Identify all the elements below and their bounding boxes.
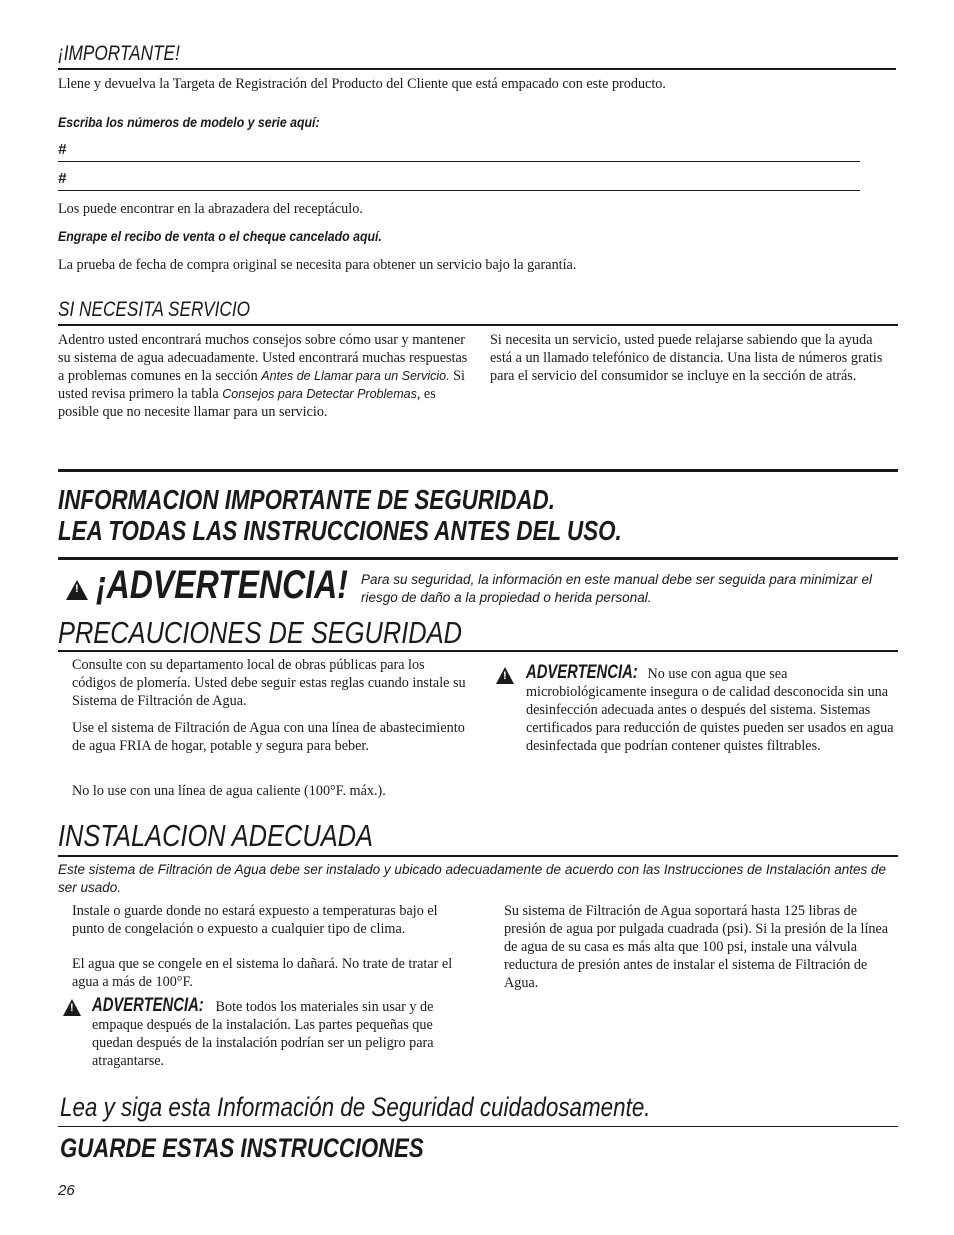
proof-text: La prueba de fecha de compra original se necesita para obtener un servicio bajo la garantía. [58,257,577,273]
warning-triangle-icon [63,998,81,1016]
instalacion-right-text: Su sistema de Filtración de Agua soportará hasta 125 libras de presión de agua por pulgada cuadrada (psi). Si la presión de la línea de agua de su casa es más alta que 100 psi, instale una válvula reductura de presión antes de instalar el sistema de Filtración de Agua. [504,903,889,991]
importante-heading: ¡IMPORTANTE! [58,42,180,65]
advertencia-note: Para su seguridad, la información en este manual debe ser seguida para minimizar el riesgo de daño a la propiedad o herida personal. [361,572,873,605]
precauciones-heading-wrap [58,615,551,651]
divider-thick [58,469,898,472]
instalacion-left-p1: Instale o guarde donde no estará expuesto a temperaturas bajo el punto de congelación o expuesto a cualquier tipo de clima. [72,903,438,937]
servicio-left-part: , es posible que no necesite llamar para un servicio. [58,386,436,420]
divider [58,1126,898,1127]
register-text: Llene y devuelva la Targeta de Registración del Producto del Cliente que está empacado con este producto. [58,76,666,92]
instalacion-warning-text: Bote todos los materiales sin usar y de empaque después de la instalación. Las partes pequeñas que quedan después de la instalación podrían ser un peligro para atragantarse. [92,999,434,1069]
warning-triangle-icon [66,580,88,600]
instalacion-intro: Este sistema de Filtración de Agua debe ser instalado y ubicado adecuadamente de acuerdo con las Instrucciones de Instalación antes de ser usado. [58,862,887,895]
divider [58,68,896,70]
advertencia-title: ¡ADVERTENCIA! [96,563,348,607]
servicio-right-text: Si necesita un servicio, usted puede relajarse sabiendo que la ayuda está a un llamado telefónico de distancia. Una lista de números gratis para el servicio del consumidor se incluye en la sección de atrás. [490,332,883,384]
precauciones-p1: Consulte con su departamento local de obras públicas para los códigos de plomería. Usted debe seguir estas reglas cuando instale su Sistema de Filtración de Agua. [72,657,466,709]
divider [58,650,898,652]
precauciones-warning [526,664,901,755]
footer-read-follow: Lea y siga esta Información de Seguridad cuidadosamente. [60,1092,651,1122]
model-hash: # [58,141,67,158]
seguridad-line2-wrap [58,515,763,547]
found-text: Los puede encontrar en la abrazadera del receptáculo. [58,201,363,217]
serial-hash: # [58,170,67,187]
instalacion-left-p2: El agua que se congele en el sistema lo dañará. No trate de tratar el agua a más de 100°F. [72,956,453,990]
precauciones-p3: No lo use con una línea de agua caliente (100°F. máx.). [72,783,386,799]
servicio-left-part: Adentro usted encontrará muchos consejos sobre cómo usar y mantener su sistema de agua adecuadamente. Usted encontrará muchas respuestas a problemas comunes en la sección [58,332,468,384]
servicio-heading: SI NECESITA SERVICIO [58,298,251,321]
staple-label-wrap [58,228,426,246]
instalacion-heading-wrap [58,818,442,854]
precauciones-heading: PRECAUCIONES DE SEGURIDAD [58,615,462,650]
model-serial-label: Escriba los números de modelo y serie aquí: [58,114,320,130]
precauciones-warning-label: ADVERTENCIA: [526,662,638,683]
footer-line2-wrap [60,1133,504,1164]
model-serial-label-wrap [58,114,355,132]
antes-de-llamar-ref: Antes de Llamar para un Servicio. [261,369,450,383]
servicio-heading-wrap [58,298,292,322]
divider-thick [58,557,898,560]
instalacion-warning [92,997,462,1070]
page-number: 26 [58,1182,75,1199]
footer-line1-wrap [60,1092,771,1123]
divider [58,855,898,857]
seguridad-title-line2: LEA TODAS LAS INSTRUCCIONES ANTES DEL USO. [58,515,622,546]
importante-heading-wrap [58,42,207,66]
warning-triangle-icon [496,666,514,684]
servicio-left-text [58,331,468,421]
serial-number-line[interactable] [58,190,860,191]
seguridad-line1-wrap [58,484,679,516]
servicio-left-part: Si usted revisa primero la tabla [58,368,465,402]
consejos-ref: Consejos para Detectar Problemas [222,387,417,401]
seguridad-title-line1: INFORMACION IMPORTANTE DE SEGURIDAD. [58,484,555,515]
divider [58,324,898,326]
instalacion-heading: INSTALACION ADECUADA [58,818,373,853]
instalacion-warning-label: ADVERTENCIA: [92,995,204,1016]
model-number-line[interactable] [58,161,860,162]
precauciones-warning-text: No use con agua que sea microbiológicamente insegura o de calidad desconocida sin una desinfección adecuada antes o después del sistema. Sistemas certificados para reducción de quistes pueden ser usados en agua desinfectada que podrían contener quistes filtrables. [526,666,894,754]
footer-save-instructions: GUARDE ESTAS INSTRUCCIONES [60,1133,424,1163]
staple-label: Engrape el recibo de venta o el cheque cancelado aquí. [58,228,382,244]
precauciones-p2: Use el sistema de Filtración de Agua con una línea de abastecimiento de agua FRIA de hogar, potable y segura para beber. [72,720,465,754]
